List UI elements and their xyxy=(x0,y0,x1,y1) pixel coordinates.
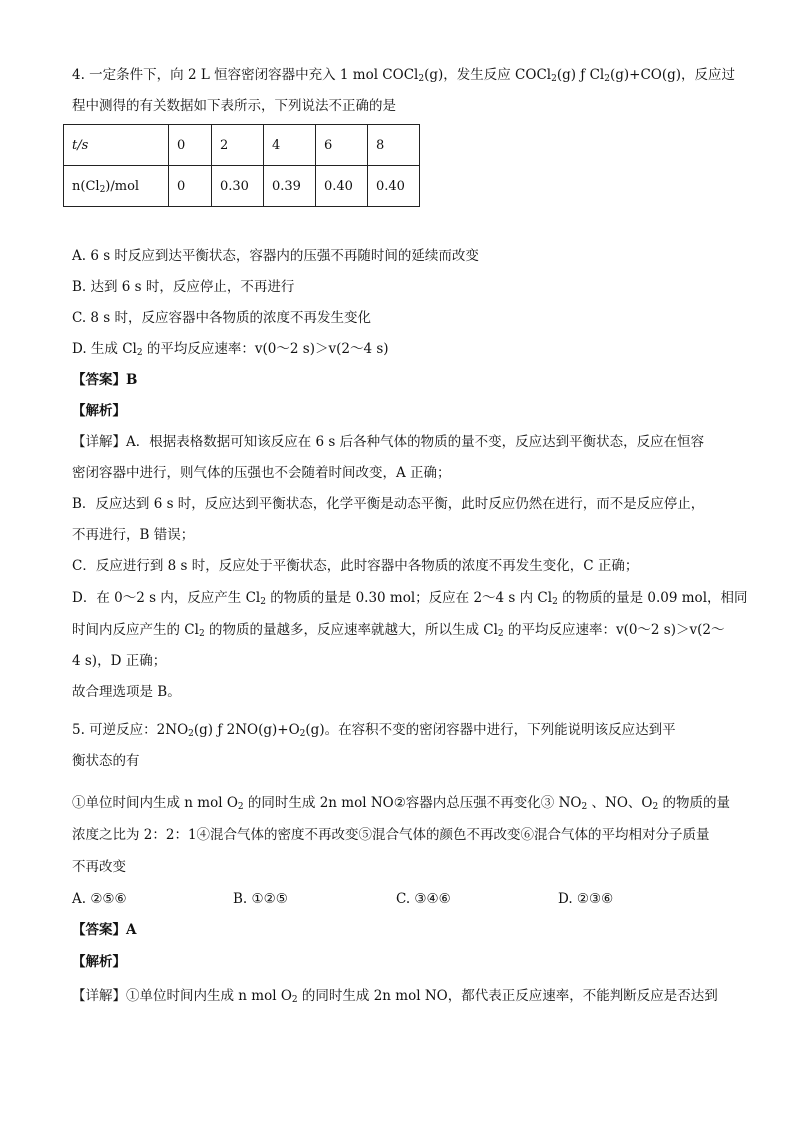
q4-detail-line: D．在 0～2 s 内，反应产生 $Cl_2$ 的物质的量是 0.30 mol；反应在 2～4 s 内 $Cl_2$ 的物质的量是 0.09 mol，相同 xyxy=(72,590,748,607)
q4-detail-line: 【详解】A．根据表格数据可知该反应在 6 s 后各种气体的物质的量不变，反应达到平衡状态，反应在恒容 xyxy=(72,434,705,450)
q5-answer: 【答案】A xyxy=(72,922,137,938)
q4-detail-line: C．反应进行到 8 s 时，反应处于平衡状态，此时容器中各物质的浓度不再发生变化，C 正确； xyxy=(72,558,639,574)
table-row-label: $n(Cl_2)$/mol xyxy=(64,166,169,207)
table-cell: 8 xyxy=(368,125,420,166)
q4-option-d: D. 生成 $Cl_2$ 的平均反应速率：v(0～2 s)＞v(2～4 s) xyxy=(72,341,389,358)
table-cell: 4 xyxy=(264,125,316,166)
table-cell: 0.40 xyxy=(368,166,420,207)
table-row xyxy=(64,166,420,207)
q4-detail-line: 密闭容器中进行，则气体的压强也不会随着时间改变，A 正确； xyxy=(72,465,451,481)
q5-option-d: D. ②③⑥ xyxy=(558,891,614,907)
table-cell: 0.30 xyxy=(212,166,264,207)
q4-detail-line: 故合理选项是 B。 xyxy=(72,684,181,700)
table-header-label: t/s xyxy=(64,125,169,166)
q5-detail-line: 【详解】①单位时间内生成 n mol $O_2$ 的同时生成 2n mol NO，都代表正反应速率，不能判断反应是否达到 xyxy=(72,988,718,1005)
q5-stem-line-1: 5. 可逆反应：$2NO_2(g)$ ƒ $2NO(g)+O_2(g)$。在容积不变的密闭容器中进行，下列能说明该反应达到平 xyxy=(72,722,676,739)
q4-option-c: C. 8 s 时，反应容器中各物质的浓度不再发生变化 xyxy=(72,310,372,326)
q4-stem-line-1: 4. 一定条件下，向 2 L 恒容密闭容器中充入 1 mol COCl$_2$(g)，发生反应 COCl$_2$(g) ƒ $Cl_2(g)+CO(g)$，反应过 xyxy=(72,67,736,84)
q5-option-b: B. ①②⑤ xyxy=(233,891,288,907)
q4-data-table xyxy=(63,124,420,207)
q4-detail-line: B．反应达到 6 s 时，反应达到平衡状态，化学平衡是动态平衡，此时反应仍然在进行，而不是反应停止， xyxy=(72,496,705,512)
q4-option-b: B. 达到 6 s 时，反应停止，不再进行 xyxy=(72,279,295,295)
q5-item-line: 浓度之比为 2：2：1④混合气体的密度不再改变⑤混合气体的颜色不再改变⑥混合气体的平均相对分子质量 xyxy=(72,827,710,843)
q5-option-a: A. ②⑤⑥ xyxy=(72,891,127,907)
q5-option-c: C. ③④⑥ xyxy=(396,891,451,907)
table-cell: 0 xyxy=(169,166,212,207)
table-cell: 0.40 xyxy=(316,166,368,207)
q4-detail-line: 时间内反应产生的 $Cl_2$ 的物质的量越多，反应速率就越大，所以生成 $Cl_2$ 的平均反应速率：v(0～2 s)＞v(2～ xyxy=(72,622,725,639)
q5-item-line: ①单位时间内生成 n mol $O_2$ 的同时生成 2n mol NO②容器内总压强不再变化③ $NO_2$ 、NO、$O_2$ 的物质的量 xyxy=(72,795,730,812)
q4-stem-line-2: 程中测得的有关数据如下表所示，下列说法不正确的是 xyxy=(72,98,396,114)
table-cell: 0 xyxy=(169,125,212,166)
q4-answer: 【答案】B xyxy=(72,372,138,388)
q5-analysis-heading: 【解析】 xyxy=(72,954,126,970)
table-cell: 6 xyxy=(316,125,368,166)
table-row xyxy=(64,125,420,166)
table-cell: 0.39 xyxy=(264,166,316,207)
q5-item-line: 不再改变 xyxy=(72,859,126,875)
q4-analysis-heading: 【解析】 xyxy=(72,403,126,419)
table-cell: 2 xyxy=(212,125,264,166)
q5-stem-line-2: 衡状态的有 xyxy=(72,753,140,769)
q4-detail-line: 4 s)，D 正确； xyxy=(72,653,167,669)
q4-option-a: A. 6 s 时反应到达平衡状态，容器内的压强不再随时间的延续而改变 xyxy=(72,248,479,264)
q4-detail-line: 不再进行，B 错误； xyxy=(72,527,195,543)
